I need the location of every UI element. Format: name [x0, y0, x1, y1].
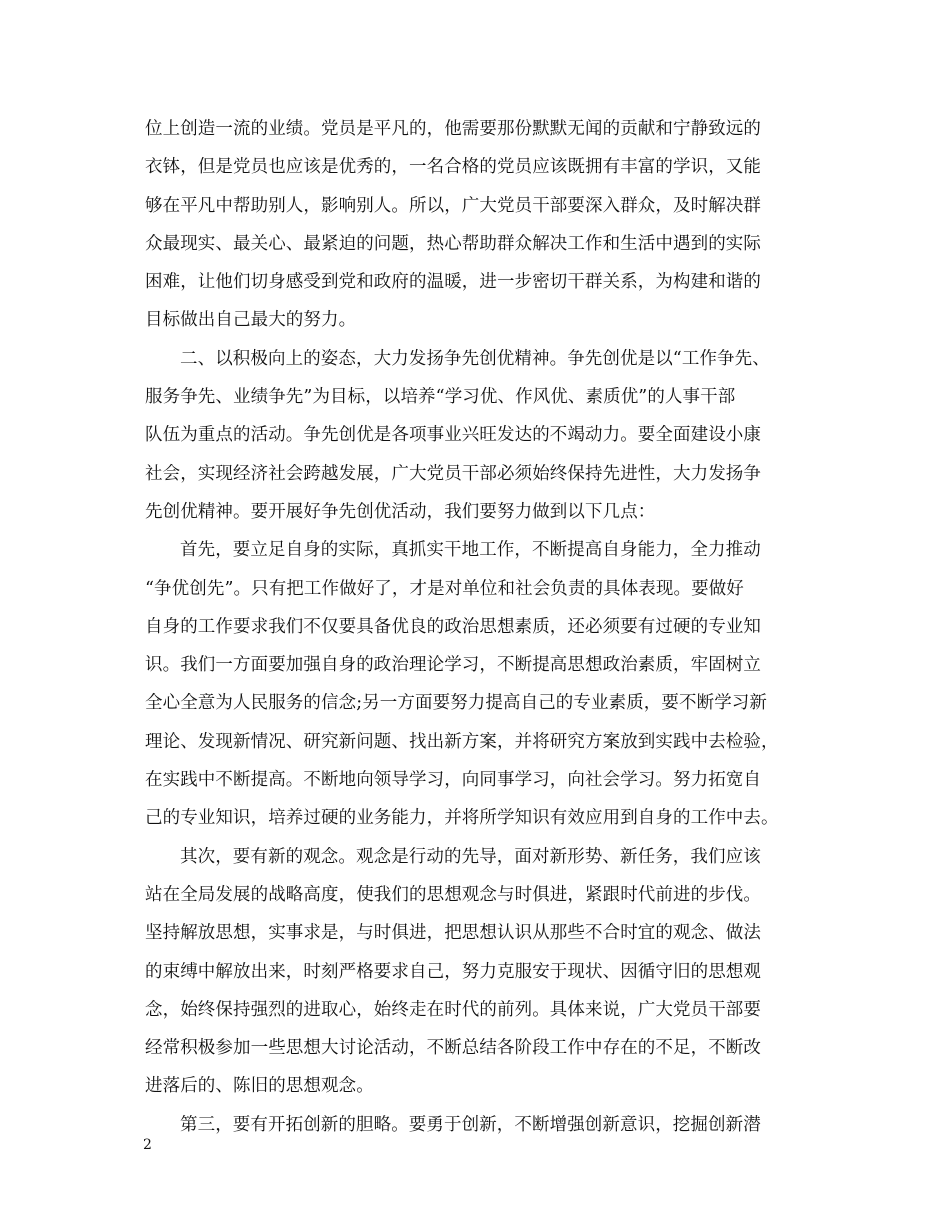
paragraph-line: “争优创先”。只有把工作做好了，才是对单位和社会负责的具体表现。要做好 [145, 578, 744, 599]
paragraph-line: 队伍为重点的活动。争先创优是各项事业兴旺发达的不竭动力。要全面建设小康 [145, 425, 761, 446]
paragraph-line: 坚持解放思想，实事求是，与时俱进，把思想认识从那些不合时宜的观念、做法 [145, 923, 761, 944]
paragraph-5 [145, 1106, 805, 1144]
paragraph-line: 先创优精神。要开展好争先创优活动，我们要努力做到以下几点： [145, 501, 656, 522]
paragraph-line: 衣钵，但是党员也应该是优秀的，一名合格的党员应该既拥有丰富的学识，又能 [145, 157, 761, 178]
paragraph-1 [145, 110, 805, 340]
paragraph-line: 全心全意为人民服务的信念;另一方面要努力提高自己的专业素质，要不断学习新 [145, 693, 767, 714]
paragraph-first-line: 第三，要有开拓创新的胆略。要勇于创新，不断增强创新意识，挖掘创新潜 [180, 1114, 761, 1135]
paragraph-line: 目标做出自己最大的努力。 [145, 310, 357, 331]
paragraph-line: 站在全局发展的战略高度，使我们的思想观念与时俱进，紧跟时代前进的步伐。 [145, 884, 761, 905]
page-number: 2 [143, 1137, 152, 1153]
paragraph-line: 自身的工作要求我们不仅要具备优良的政治思想素质，还必须要有过硬的专业知 [145, 616, 761, 637]
paragraph-line: 社会，实现经济社会跨越发展，广大党员干部必须始终保持先进性，大力发扬争 [145, 463, 761, 484]
paragraph-line: 够在平凡中帮助别人，影响别人。所以，广大党员干部要深入群众，及时解决群 [145, 195, 761, 216]
paragraph-line: 进落后的、陈旧的思想观念。 [145, 1076, 374, 1097]
paragraph-2 [145, 340, 805, 531]
paragraph-line: 的束缚中解放出来，时刻严格要求自己，努力克服安于现状、因循守旧的思想观 [145, 961, 761, 982]
paragraph-line: 己的专业知识，培养过硬的业务能力，并将所学知识有效应用到自身的工作中去。 [145, 808, 779, 829]
paragraph-first-line: 首先，要立足自身的实际，真抓实干地工作，不断提高自身能力，全力推动 [180, 540, 761, 561]
document-body [145, 110, 805, 1144]
paragraph-first-line: 二、以积极向上的姿态，大力发扬争先创优精神。争先创优是以“工作争先、 [180, 348, 770, 369]
paragraph-first-line: 其次，要有新的观念。观念是行动的先导，面对新形势、新任务，我们应该 [180, 846, 761, 867]
paragraph-line: 理论、发现新情况、研究新问题、找出新方案，并将研究方案放到实践中去检验， [145, 731, 779, 752]
paragraph-line: 经常积极参加一些思想大讨论活动，不断总结各阶段工作中存在的不足，不断改 [145, 1038, 761, 1059]
paragraph-3 [145, 531, 805, 837]
paragraph-line: 众最现实、最关心、最紧迫的问题，热心帮助群众解决工作和生活中遇到的实际 [145, 233, 761, 254]
paragraph-line: 困难，让他们切身感受到党和政府的温暖，进一步密切干群关系，为构建和谐的 [145, 272, 761, 293]
paragraph-line: 识。我们一方面要加强自身的政治理论学习，不断提高思想政治素质，牢固树立 [145, 655, 761, 676]
paragraph-line: 念，始终保持强烈的进取心，始终走在时代的前列。具体来说，广大党员干部要 [145, 999, 761, 1020]
paragraph-line: 在实践中不断提高。不断地向领导学习，向同事学习，向社会学习。努力拓宽自 [145, 770, 761, 791]
paragraph-line: 位上创造一流的业绩。党员是平凡的，他需要那份默默无闻的贡献和宁静致远的 [145, 119, 761, 139]
paragraph-4 [145, 838, 805, 1106]
paragraph-line: 服务争先、业绩争先”为目标，以培养“学习优、作风优、素质优”的人事干部 [145, 387, 736, 408]
